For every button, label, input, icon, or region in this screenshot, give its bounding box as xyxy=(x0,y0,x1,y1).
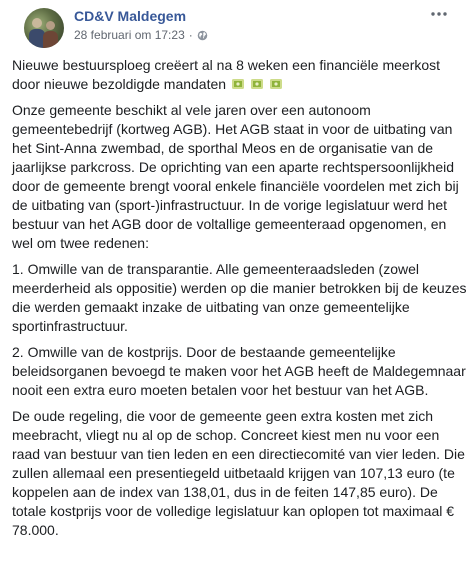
post-paragraph: Onze gemeente beschikt al vele jaren over een autonoom gemeentebedrijf (kortweg AGB). Het AGB staat in voor de uitbating van het Sint-Anna zwembad, de sporthal Meos en de organisatie van de jaarlijkse parkcross. De oprichting van een aparte rechtspersoonlijkheid door de gemeente brengt vooral enkele financiële voordelen met zich bij de uitbating van (sport-)infrastructuur. In de vorige legislatuur werd het bestuur van het AGB door de voltallige gemeenteraad opgenomen, en wel om twee redenen: xyxy=(12,102,459,251)
money-with-wings-emoji xyxy=(250,77,264,91)
post-meta xyxy=(74,28,208,42)
more-options-icon[interactable] xyxy=(427,6,451,22)
globe-icon[interactable] xyxy=(197,30,208,41)
post-paragraph: 1. Omwille van de transparantie. Alle gemeenteraadsleden (zowel meerderheid als oppositie) werden op die manier betrokken bij de keuzes die werden gemaakt inzake de uitbating van onze gemeentelijke sportinfrastructuur. xyxy=(12,261,467,334)
meta-separator: · xyxy=(188,28,193,42)
page-avatar[interactable] xyxy=(24,8,64,48)
post-timestamp[interactable]: 28 februari om 17:23 xyxy=(74,28,185,42)
avatar-face-left xyxy=(32,18,42,28)
post-title xyxy=(12,56,467,94)
post-header xyxy=(12,0,459,50)
money-with-wings-emoji xyxy=(231,77,245,91)
avatar-face-right xyxy=(46,21,55,30)
post-paragraph: 2. Omwille van de kostprijs. Door de bestaande gemeentelijke beleidsorganen bevoegd te maken voor het AGB heeft de Maldegemnaar nooit een extra euro moeten betalen voor het bestuur van het AGB. xyxy=(12,344,466,398)
avatar-person-right xyxy=(43,31,58,48)
money-with-wings-emoji xyxy=(269,77,283,91)
page-name-link[interactable]: CD&V Maldegem xyxy=(74,8,187,24)
post-paragraph: De oude regeling, die voor de gemeente geen extra kosten met zich meebracht, vliegt nu al op de schop. Concreet kiest men nu voor een raad van bestuur van tien leden en een directiecomité van vier leden. Die zullen allemaal een presentiegeld uitbetaald krijgen van 107,13 euro (te koppelen aan de index van 138,01, dus in de feiten 147,85 euro). De totale kostprijs voor de volledige legislatuur kan oplopen tot maximaal € 78.000. xyxy=(12,408,465,538)
post-title-text: Nieuwe bestuursploeg creëert al na 8 weken een financiële meerkost door nieuwe bezoldigde mandaten xyxy=(12,57,441,92)
post-body xyxy=(12,56,467,547)
